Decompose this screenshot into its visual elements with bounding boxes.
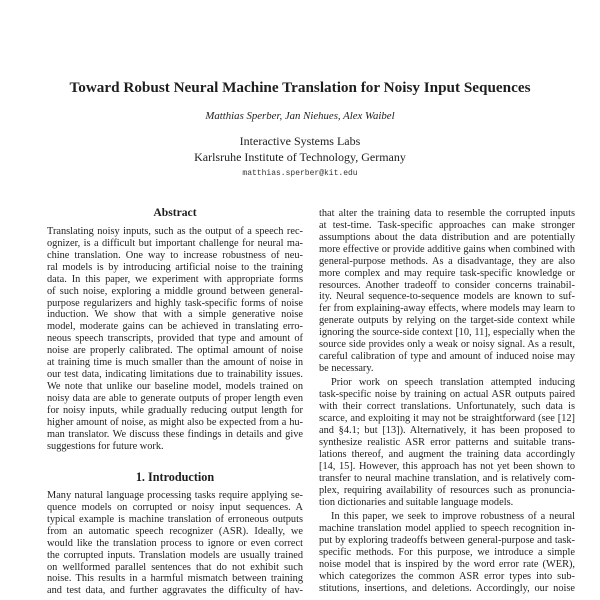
- introduction-body: [47, 490, 303, 597]
- text-line: man translator. We discuss these findings in details and give: [47, 428, 303, 440]
- text-line: more complex and may require task-specific knowledge or: [319, 267, 575, 279]
- text-line: specific methods. For this purpose, we introduce a simple: [319, 546, 575, 558]
- paragraph: [319, 511, 575, 594]
- authors: Matthias Sperber, Jan Niehues, Alex Waibel: [205, 110, 395, 122]
- text-line: ignoring the source-side context [10, 11], especially when the: [319, 327, 575, 339]
- text-line: resources. Another tradeoff to consider concerns trainabil-: [319, 279, 575, 291]
- text-line: at test-time. Task-specific approaches can make stronger: [319, 219, 575, 231]
- text-line: and test data, and further aggravates the difficulty of hav-: [47, 585, 303, 597]
- text-line: tion dictionaries and suitable language models.: [319, 496, 514, 508]
- paragraph: [319, 208, 575, 375]
- text-line: general-purpose methods. As a disadvantage, they are also: [319, 255, 575, 267]
- text-line: ral models is by introducing artificial noise to the training: [47, 261, 303, 273]
- text-line: and §4.1; but [13]). Alternatively, it has been proposed to: [319, 425, 575, 437]
- introduction-heading: 1. Introduction: [135, 470, 215, 484]
- text-line: lations thereof, and augment the training data accordingly: [319, 448, 575, 460]
- right-column-body: [319, 208, 575, 595]
- paper-title: Toward Robust Neural Machine Translation for Noisy Input Sequences: [69, 79, 531, 96]
- text-line: We note that unlike our baseline model, models trained on: [47, 380, 303, 392]
- text-line: Many natural language processing tasks require applying se-: [47, 490, 303, 501]
- text-line: neous speech transcripts, provided that type and amount of: [47, 333, 303, 345]
- text-line: generate outputs by relying on the target-side context while: [319, 315, 575, 327]
- text-line: quence models on corrupted or noisy input sequences. A: [47, 501, 303, 513]
- affiliation-lab: Interactive Systems Labs: [239, 134, 361, 148]
- text-line: In this paper, we seek to improve robustness of a neural: [331, 511, 575, 523]
- text-line: scarce, and exploiting it may not be straightforward (see [12]: [319, 413, 575, 425]
- text-line: model, moderate gains can be achieved in translating erro-: [47, 321, 303, 333]
- text-line: chine translation. One way to increase robustness of neu-: [47, 249, 303, 261]
- text-line: for noisy inputs, while gradually reducing output length for: [47, 404, 303, 416]
- text-line: Translating noisy inputs, such as the output of a speech rec-: [47, 226, 303, 237]
- text-line: our test data, indicating limitations due to trainability issues.: [47, 369, 303, 381]
- text-line: with their correct translations. Unfortunately, such data is: [319, 401, 575, 413]
- text-line: which categorizes the common ASR error types into sub-: [319, 570, 575, 582]
- text-line: at training time is much smaller than the amount of noise in: [47, 357, 303, 369]
- text-line: on wellformed parallel sentences that do not exhibit such: [47, 561, 303, 573]
- text-line: would like the translation process to ignore or even correct: [47, 537, 303, 549]
- text-line: ity. Neural sequence-to-sequence models are known to suf-: [319, 291, 575, 303]
- text-line: stitutions, insertions, and deletions. Accordingly, our noise: [319, 582, 575, 594]
- text-line: put by exploring tradeoffs between general-purpose and task-: [319, 534, 575, 546]
- text-line: noise model that is inspired by the word error rate (WER),: [319, 558, 575, 570]
- text-line: be necessary.: [319, 362, 374, 374]
- text-line: careful calibration of type and amount of induced noise may: [319, 351, 575, 363]
- abstract-heading: Abstract: [153, 206, 197, 219]
- text-line: more effective or provide additive gains when combined with: [319, 243, 575, 255]
- text-line: purpose regularizers and highly task-specific forms of noise: [47, 297, 303, 309]
- paragraph: [319, 377, 575, 508]
- text-line: synthesize realistic ASR error patterns and suitable trans-: [319, 437, 575, 449]
- text-line: of such noise, exploring a middle ground between general-: [47, 285, 303, 297]
- text-line: assumptions about the data distribution and are potentially: [319, 231, 575, 243]
- text-line: noise are properly calibrated. The optimal amount of noise: [47, 345, 303, 357]
- text-line: suggestions for future work.: [47, 440, 164, 452]
- text-line: data. In this paper, we experiment with appropriate forms: [47, 273, 303, 285]
- text-line: typical example is machine translation of erroneous outputs: [47, 513, 303, 525]
- text-line: source side provides only a weak or noisy signal. As a result,: [319, 339, 575, 351]
- text-line: [14, 15]. However, this approach has not yet been shown to: [319, 460, 575, 472]
- author-email: matthias.sperber@kit.edu: [242, 169, 358, 178]
- text-line: plex, requiring availability of resources such as pronuncia-: [319, 484, 575, 496]
- text-line: Prior work on speech translation attempted inducing: [331, 377, 575, 389]
- text-line: from an automatic speech recognizer (ASR). Ideally, we: [47, 525, 303, 537]
- abstract-body: [47, 226, 303, 453]
- text-line: ognizer, is a difficult but important challenge for neural ma-: [47, 237, 303, 249]
- text-line: noisy data are able to generate outputs of proper length even: [47, 392, 303, 404]
- text-line: transfer to neural machine translation, and is relatively com-: [319, 472, 575, 484]
- text-line: higher amount of noise, as might also be expected from a hu-: [47, 416, 303, 428]
- text-line: noise. This results in a harmful mismatch between training: [47, 573, 303, 585]
- text-line: machine translation model applied to speech recognition in-: [319, 522, 575, 534]
- affiliation-institute: Karlsruhe Institute of Technology, Germany: [194, 150, 406, 164]
- text-line: that alter the training data to resemble the corrupted inputs: [319, 208, 575, 219]
- text-line: task-specific noise by training on actual ASR outputs paired: [319, 389, 575, 401]
- text-line: induction. We show that with a simple generative noise: [47, 309, 303, 321]
- text-line: fer from explaining-away effects, where models may learn to: [319, 303, 575, 315]
- text-line: the corrupted inputs. Translation models are usually trained: [47, 549, 303, 561]
